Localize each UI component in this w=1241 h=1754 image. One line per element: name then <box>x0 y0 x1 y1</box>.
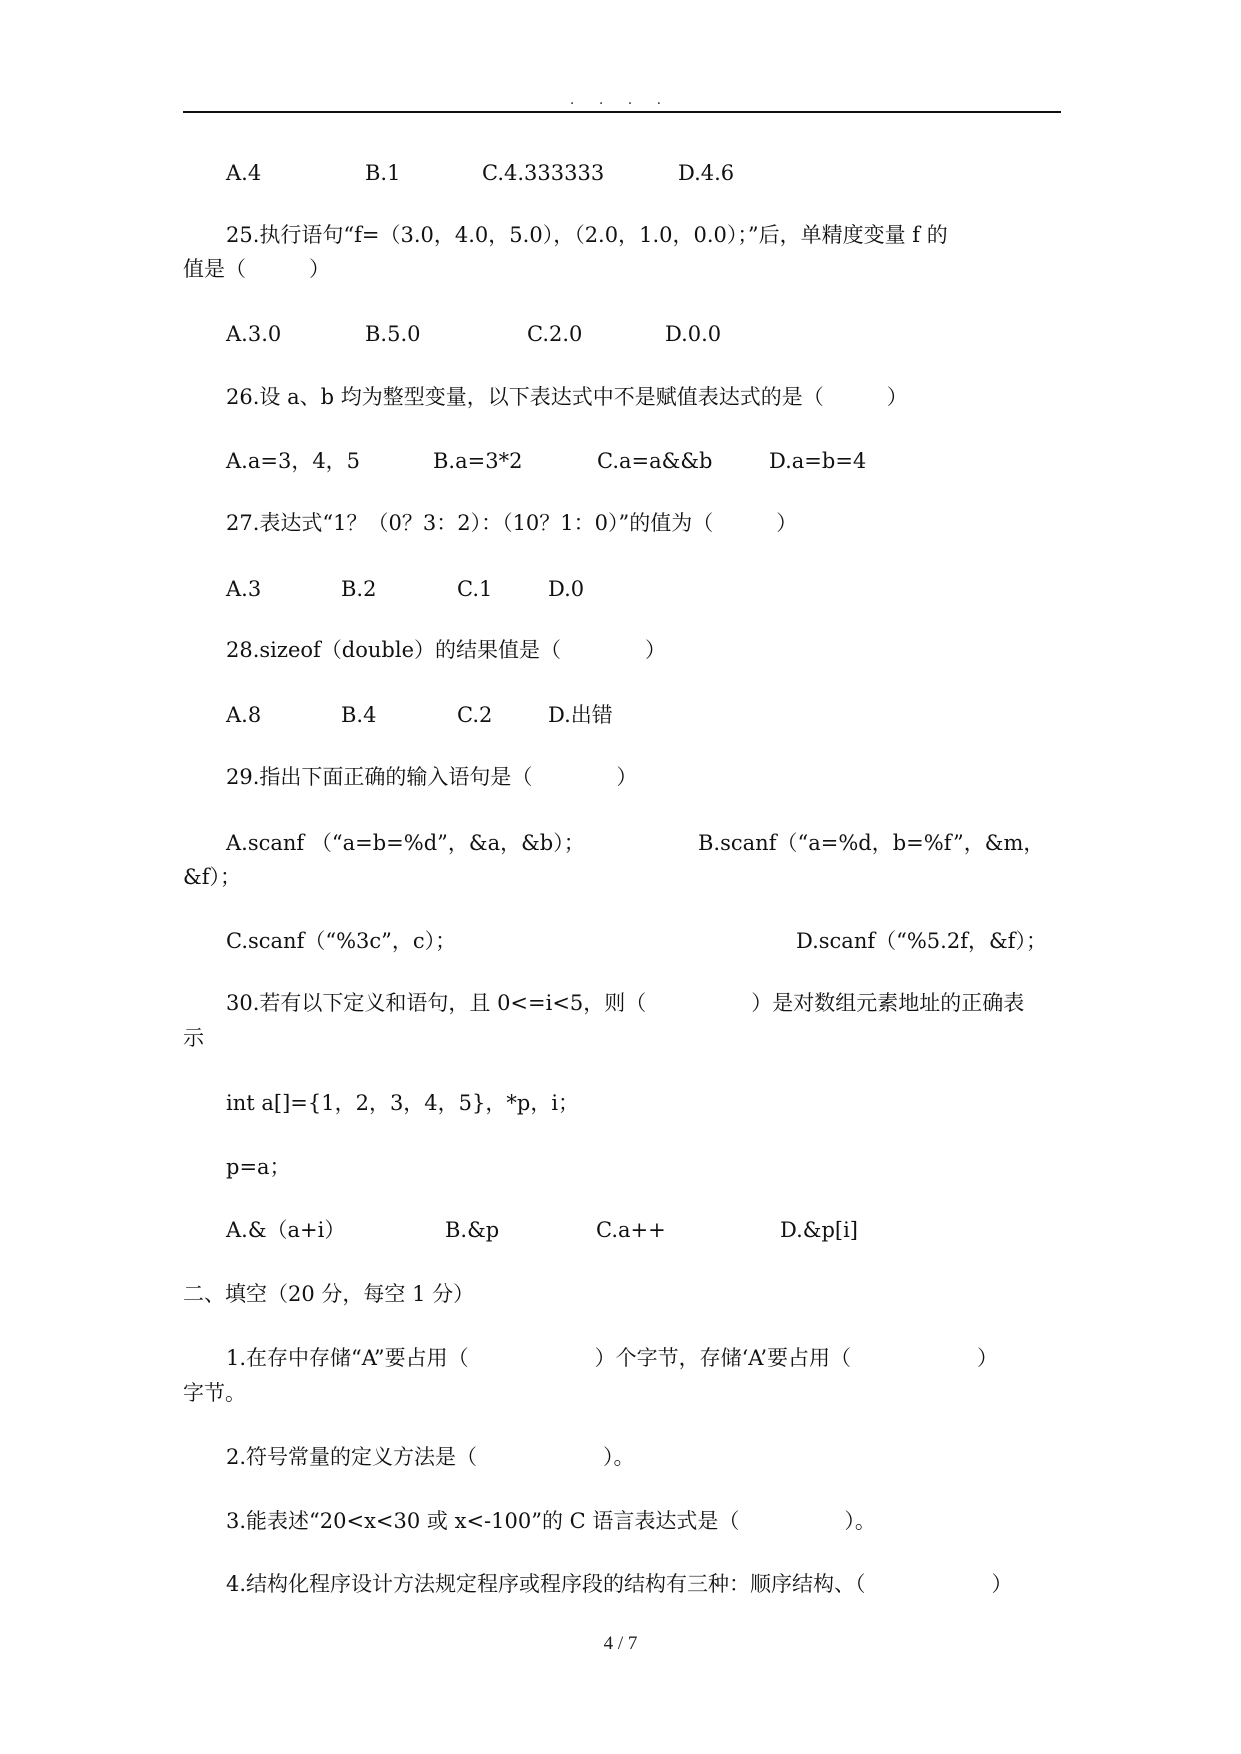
q24-option-a: A.4 <box>226 161 262 185</box>
q28-stem: 28.sizeof（double）的结果值是（ ） <box>226 638 666 662</box>
q24-option-b: B.1 <box>365 161 401 185</box>
q28-option-b: B.4 <box>341 703 377 727</box>
header-rule <box>183 111 1061 113</box>
q30-option-c: C.a++ <box>596 1218 666 1242</box>
q30-stem-line2: 示 <box>183 1026 204 1050</box>
page-number: 4 / 7 <box>603 1633 638 1654</box>
q29-option-b: B.scanf（“a=%d，b=%f”，&m， <box>698 831 1045 855</box>
q29-option-a: A.scanf （“a=b=%d”，&a，&b）； <box>226 831 585 855</box>
q29-option-c: C.scanf（“%3c”，c）； <box>226 929 457 953</box>
q29-option-d: D.scanf（“%5.2f，&f）； <box>796 929 1047 953</box>
q28-option-c: C.2 <box>457 703 493 727</box>
q26-option-a: A.a=3，4，5 <box>226 449 361 473</box>
q25-option-c: C.2.0 <box>527 322 583 346</box>
q26-option-b: B.a=3*2 <box>433 449 523 473</box>
section-2-title: 二、填空（20 分，每空 1 分） <box>183 1282 475 1306</box>
q27-option-b: B.2 <box>341 577 377 601</box>
blank-2: 2.符号常量的定义方法是（ ）。 <box>226 1445 635 1469</box>
q30-option-b: B.&p <box>445 1218 500 1242</box>
q27-option-c: C.1 <box>457 577 493 601</box>
q24-option-d: D.4.6 <box>678 161 735 185</box>
q28-option-a: A.8 <box>226 703 262 727</box>
blank-4: 4.结构化程序设计方法规定程序或程序段的结构有三种：顺序结构、（ ） <box>226 1572 1013 1596</box>
q25-option-a: A.3.0 <box>226 322 282 346</box>
q30-option-d: D.&p[i] <box>780 1218 859 1242</box>
q30-option-a: A.&（a+i） <box>226 1218 346 1242</box>
blank-3: 3.能表述“20<x<30 或 x<-100”的 C 语言表达式是（ ）。 <box>226 1509 876 1533</box>
q27-option-d: D.0 <box>548 577 585 601</box>
q25-stem-line2: 值是（ ） <box>183 257 330 281</box>
q28-option-d: D.出错 <box>548 703 613 727</box>
q27-option-a: A.3 <box>226 577 262 601</box>
blank-1-line1: 1.在存中存储“A”要占用（ ）个字节，存储‘A’要占用（ ） <box>226 1346 999 1370</box>
q24-option-c: C.4.333333 <box>482 161 605 185</box>
q30-code-line1: int a[]={1，2，3，4，5}，*p，i； <box>226 1091 580 1115</box>
q26-option-d: D.a=b=4 <box>769 449 867 473</box>
header-dots: . . . . <box>569 92 672 108</box>
q25-option-b: B.5.0 <box>365 322 421 346</box>
q29-option-b-cont: &f）； <box>183 865 241 889</box>
q26-option-c: C.a=a&&b <box>597 449 713 473</box>
q25-stem-line1: 25.执行语句“f=（3.0，4.0，5.0），（2.0，1.0，0.0）；”后，单精度变量 f 的 <box>226 223 948 247</box>
q29-stem: 29.指出下面正确的输入语句是（ ） <box>226 765 638 789</box>
q30-code-line2: p=a； <box>226 1155 291 1179</box>
q30-stem-line1: 30.若有以下定义和语句，且 0<=i<5，则（ ）是对数组元素地址的正确表 <box>226 991 1025 1015</box>
q27-stem: 27.表达式“1？（0？3：2）：（10？1：0）”的值为（ ） <box>226 511 798 535</box>
q26-stem: 26.设 a、b 均为整型变量，以下表达式中不是赋值表达式的是（ ） <box>226 385 908 409</box>
q25-option-d: D.0.0 <box>665 322 722 346</box>
blank-1-line2: 字节。 <box>183 1381 246 1405</box>
